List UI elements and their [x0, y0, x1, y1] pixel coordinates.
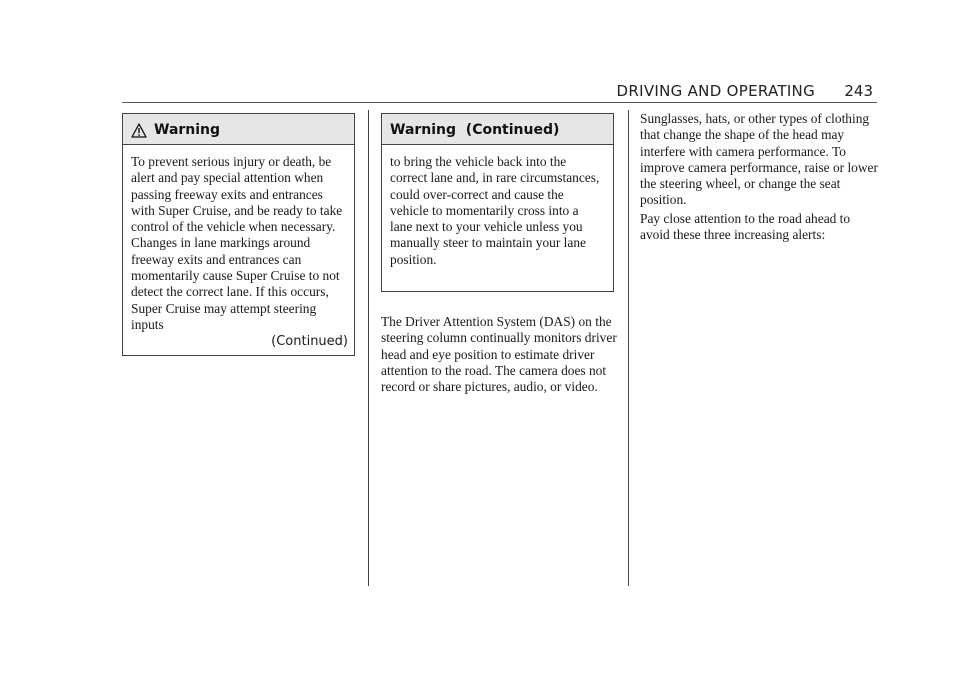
column-divider	[368, 110, 369, 586]
continued-label: (Continued)	[271, 334, 348, 350]
warning-title: Warning (Continued)	[390, 122, 560, 138]
sunglasses-paragraph: Sunglasses, hats, or other types of clothing that change the shape of the head may interfere with camera performance. To improve camera performance, raise or lower the steering wheel, or change the seat position.	[640, 111, 878, 208]
warning-box-continued	[381, 113, 614, 292]
page-number: 243	[844, 82, 873, 100]
warning-box	[122, 113, 355, 356]
column-divider	[628, 110, 629, 586]
warning-title: Warning	[154, 122, 221, 138]
warning-triangle-icon	[131, 123, 147, 138]
warning-header	[123, 114, 354, 145]
das-paragraph: The Driver Attention System (DAS) on the steering column continually monitors driver head and eye position to estimate driver attention to the road. The camera does not record or share pictures, audio, or video.	[381, 314, 617, 395]
warning-text: to bring the vehicle back into the correct lane and, in rare circumstances, could over-correct and cause the vehicle to momentarily cross into a lane next to your vehicle unless you manually steer to maintain your lane position.	[390, 154, 600, 267]
page-header	[122, 80, 877, 103]
section-title: DRIVING AND OPERATING	[616, 82, 815, 100]
warning-text: To prevent serious injury or death, be alert and pay special attention when passing freeway exits and entrances with Super Cruise, and be ready to take control of the vehicle when necessary. Changes in lane markings around freeway exits and entrances can momentarily cause Super Cruise to not detect the correct lane. If this occurs, Super Cruise may attempt steering inputs	[131, 154, 343, 332]
warning-header	[382, 114, 613, 145]
alerts-paragraph: Pay close attention to the road ahead to avoid these three increasing alerts:	[640, 211, 851, 243]
